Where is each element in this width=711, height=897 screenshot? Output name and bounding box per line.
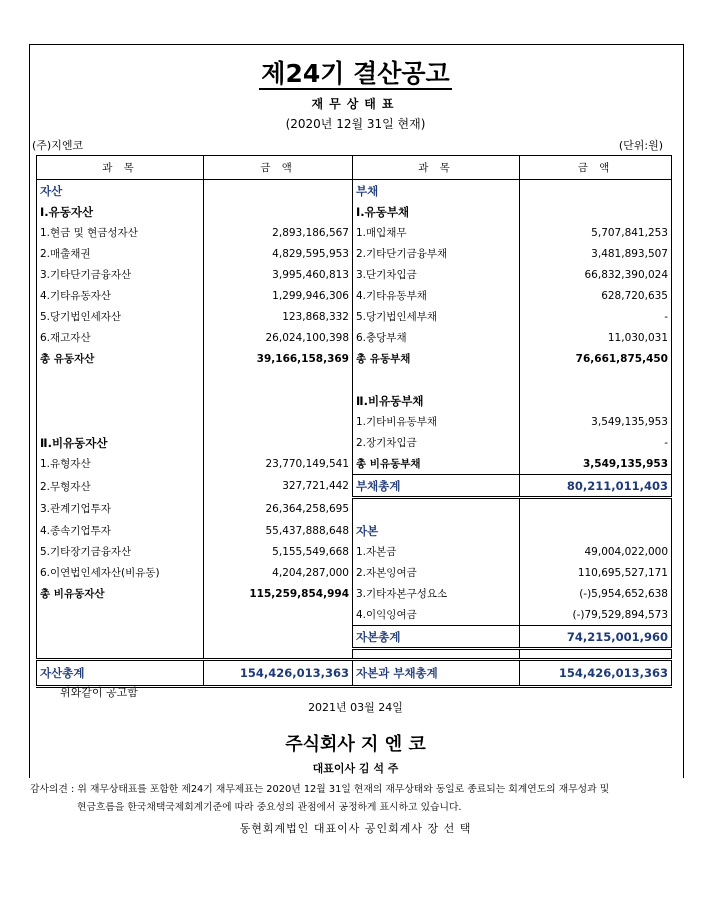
publication-date: 2021년 03월 24일 (308, 701, 403, 714)
row-label: 3.관계기업투자 (37, 498, 204, 521)
liabilities-total: 80,211,011,403 (520, 475, 672, 498)
current-assets-total: 39,166,158,369 (204, 348, 353, 369)
row-label: 6.재고자산 (37, 327, 204, 348)
noncurrent-liabilities-title: Ⅱ.비유동부채 (353, 390, 520, 411)
row-label: 4.기타유동자산 (37, 285, 204, 306)
row-value: - (520, 432, 672, 453)
table-row (37, 201, 672, 222)
row-label: 3.기타단기금융자산 (37, 264, 204, 285)
current-liabilities-total-label: 총 유동부채 (353, 348, 520, 369)
noncurrent-liabilities-total-label: 총 비유동부채 (353, 453, 520, 475)
row-label: 2.무형자산 (37, 475, 204, 498)
row-value: 1,299,946,306 (204, 285, 353, 306)
table-row (37, 411, 672, 432)
row-value: 2,893,186,567 (204, 222, 353, 243)
company-name: 주식회사 지 엔 코 (285, 734, 426, 755)
row-value: 49,004,022,000 (520, 541, 672, 562)
table-row (37, 660, 672, 687)
row-label: 2.장기차입금 (353, 432, 520, 453)
table-row (37, 583, 672, 604)
table-row (37, 285, 672, 306)
table-header-row (37, 156, 672, 180)
noncurrent-assets-title: Ⅱ.비유동자산 (37, 432, 204, 453)
row-label: 2.기타단기금융부채 (353, 243, 520, 264)
audit-opinion (30, 781, 609, 817)
grand-total-label: 자본과 부채총계 (353, 660, 520, 687)
current-liabilities-title: Ⅰ.유동부채 (353, 201, 520, 222)
row-label: 4.이익잉여금 (353, 604, 520, 626)
table-row (37, 432, 672, 453)
row-value: 26,024,100,398 (204, 327, 353, 348)
assets-total: 154,426,013,363 (204, 660, 353, 687)
table-row (37, 264, 672, 285)
row-label: 2.자본잉여금 (353, 562, 520, 583)
liabilities-total-label: 부채총계 (353, 475, 520, 498)
table-row (37, 243, 672, 264)
assets-section-label: 자산 (37, 180, 204, 202)
table-row (37, 327, 672, 348)
table-row (37, 180, 672, 202)
row-label: 1.유형자산 (37, 453, 204, 475)
audit-firm: 동현회계법인 대표이사 공인회계사 장 선 택 (239, 822, 472, 835)
row-label: 6.충당부채 (353, 327, 520, 348)
row-value: 26,364,258,695 (204, 498, 353, 521)
col-header-item-left: 과 목 (37, 156, 204, 180)
col-header-item-right: 과 목 (353, 156, 520, 180)
table-row (37, 541, 672, 562)
row-value: 4,829,595,953 (204, 243, 353, 264)
table-row (37, 390, 672, 411)
table-row (37, 475, 672, 498)
noncurrent-assets-total: 115,259,854,994 (204, 583, 353, 604)
current-assets-title: Ⅰ.유동자산 (37, 201, 204, 222)
notice-text: 위와같이 공고함 (60, 686, 138, 699)
table-row (37, 453, 672, 475)
unit-label: (단위:원) (618, 139, 663, 152)
table-row (37, 626, 672, 649)
row-value: 3,481,893,507 (520, 243, 672, 264)
equity-total-label: 자본총계 (353, 626, 520, 649)
row-label: 3.기타자본구성요소 (353, 583, 520, 604)
row-label: 1.매입채무 (353, 222, 520, 243)
row-value: 23,770,149,541 (204, 453, 353, 475)
balance-sheet-table (36, 155, 672, 688)
row-label: 4.종속기업투자 (37, 520, 204, 541)
row-label: 3.단기차입금 (353, 264, 520, 285)
row-value: 628,720,635 (520, 285, 672, 306)
row-value: (-)5,954,652,638 (520, 583, 672, 604)
row-label: 5.기타장기금융자산 (37, 541, 204, 562)
table-row (37, 348, 672, 369)
liabilities-section-label: 부채 (353, 180, 520, 202)
row-label: 2.매출채권 (37, 243, 204, 264)
row-label: 1.기타비유동부채 (353, 411, 520, 432)
noncurrent-assets-total-label: 총 비유동자산 (37, 583, 204, 604)
assets-total-label: 자산총계 (37, 660, 204, 687)
grand-total: 154,426,013,363 (520, 660, 672, 687)
row-label: 5.당기법인세자산 (37, 306, 204, 327)
row-value: 55,437,888,648 (204, 520, 353, 541)
statement-date: (2020년 12월 31일 현재) (285, 117, 426, 131)
row-value: 5,707,841,253 (520, 222, 672, 243)
row-value: 3,549,135,953 (520, 411, 672, 432)
table-row (37, 649, 672, 660)
table-row (37, 520, 672, 541)
row-label: 1.자본금 (353, 541, 520, 562)
table-row (37, 498, 672, 521)
table-row (37, 369, 672, 390)
row-value: 123,868,332 (204, 306, 353, 327)
row-value: 4,204,287,000 (204, 562, 353, 583)
row-value: - (520, 306, 672, 327)
row-label: 5.당기법인세부채 (353, 306, 520, 327)
current-liabilities-total: 76,661,875,450 (520, 348, 672, 369)
equity-total: 74,215,001,960 (520, 626, 672, 649)
table-row (37, 306, 672, 327)
row-label: 1.현금 및 현금성자산 (37, 222, 204, 243)
table-row (37, 604, 672, 626)
col-header-amount-left: 금 액 (204, 156, 353, 180)
audit-line-1: 감사의견 : 위 재무상태표를 포함한 제24기 재무제표는 2020년 12월 31일 현재의 재무상태와 동일로 종료되는 회계연도의 재무성과 및 (30, 784, 610, 795)
row-value: (-)79,529,894,573 (520, 604, 672, 626)
noncurrent-liabilities-total: 3,549,135,953 (520, 453, 672, 475)
row-label: 4.기타유동부채 (353, 285, 520, 306)
company-label: (주)지엔코 (32, 139, 84, 152)
row-label: 6.이연법인세자산(비유동) (37, 562, 204, 583)
statement-subtitle: 재무상태표 (311, 97, 400, 111)
col-header-amount-right: 금 액 (520, 156, 672, 180)
table-row (37, 222, 672, 243)
equity-section-label: 자본 (353, 520, 520, 541)
ceo-name: 대표이사 김 석 주 (312, 762, 399, 775)
row-value: 66,832,390,024 (520, 264, 672, 285)
row-value: 327,721,442 (204, 475, 353, 498)
current-assets-total-label: 총 유동자산 (37, 348, 204, 369)
row-value: 3,995,460,813 (204, 264, 353, 285)
table-row (37, 562, 672, 583)
page-title: 제24기 결산공고 (261, 59, 450, 88)
audit-line-2: 현금흐름을 한국채택국제회계기준에 따라 중요성의 관점에서 공정하게 표시하고 있습니다. (77, 802, 462, 813)
row-value: 11,030,031 (520, 327, 672, 348)
row-value: 5,155,549,668 (204, 541, 353, 562)
row-value: 110,695,527,171 (520, 562, 672, 583)
